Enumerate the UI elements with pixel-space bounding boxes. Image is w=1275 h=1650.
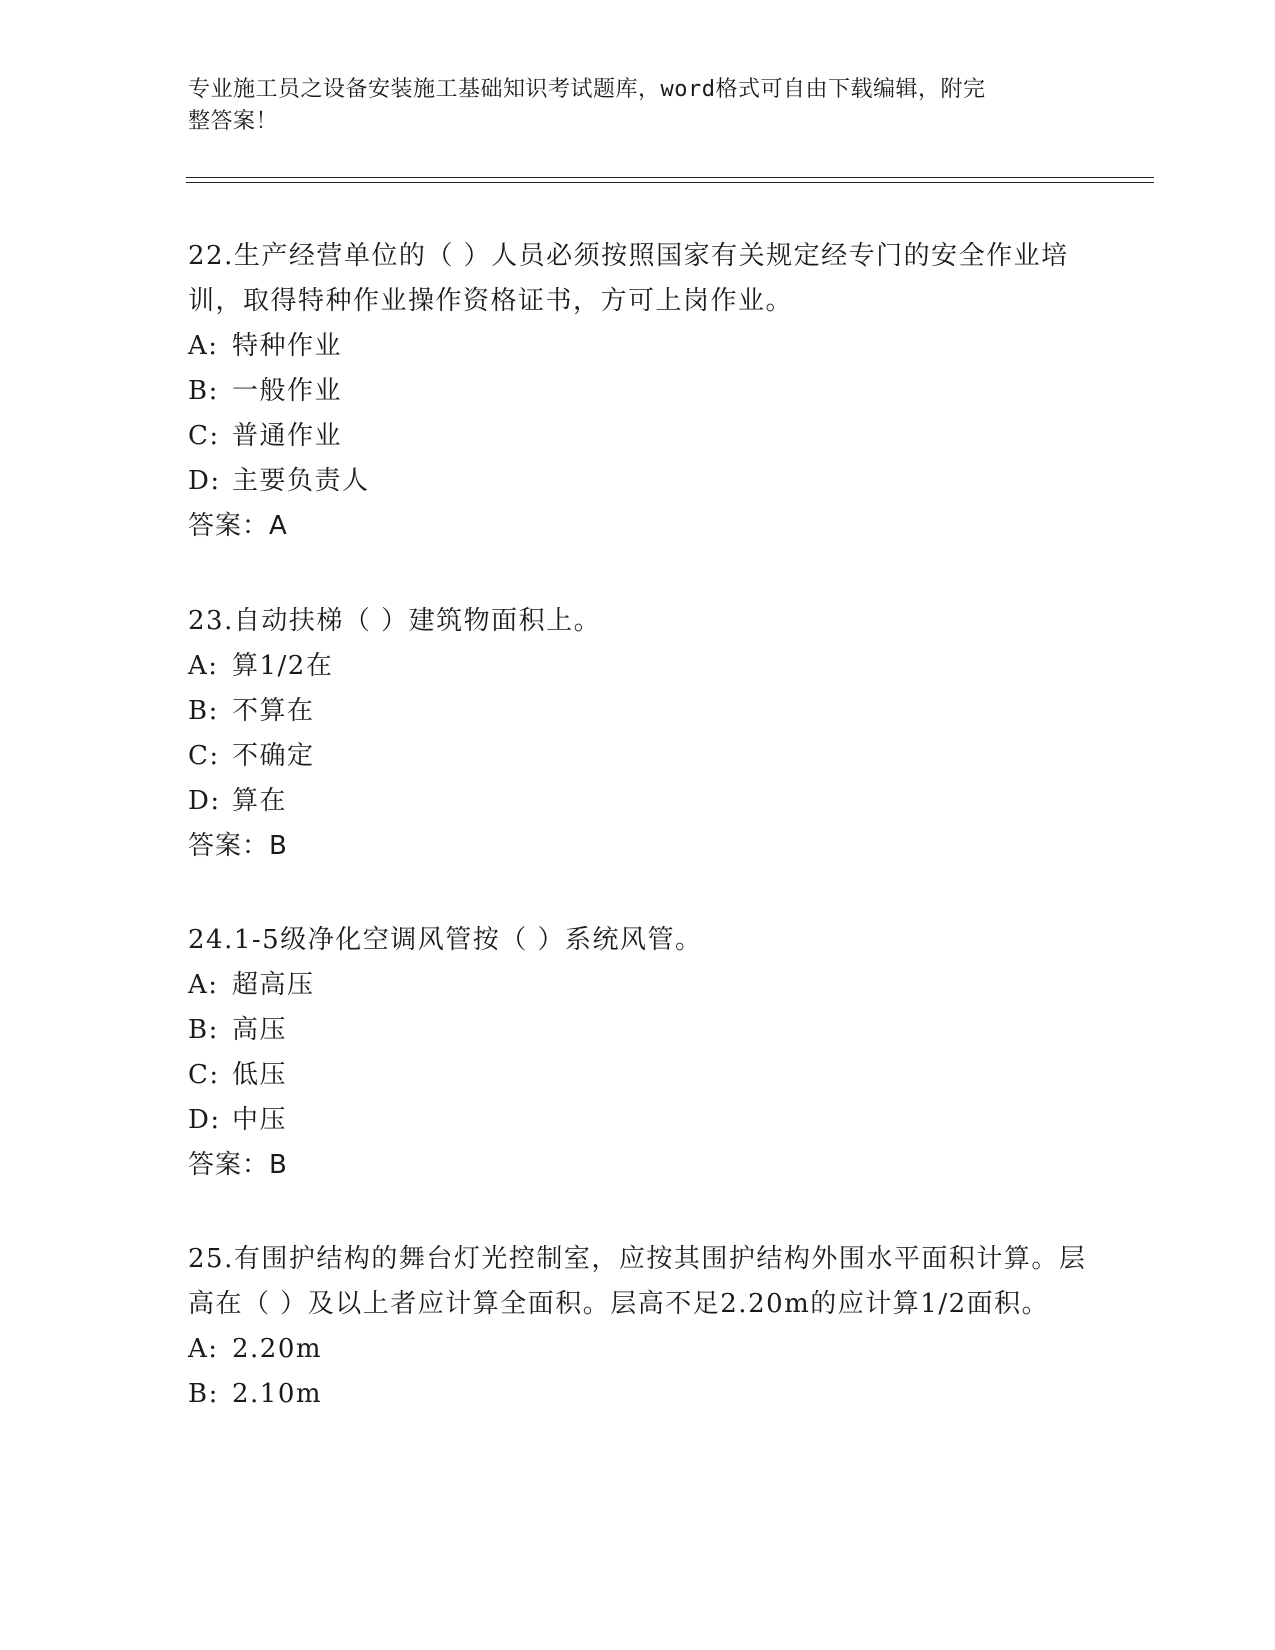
option-text: 主要负责人 — [232, 466, 370, 496]
option-text: 算在 — [232, 786, 288, 816]
option-b — [188, 1372, 1088, 1417]
option-key: A: — [188, 331, 219, 361]
option-a — [188, 963, 1088, 1008]
option-d — [188, 779, 1088, 824]
option-d — [188, 459, 1088, 504]
option-key: A: — [188, 1334, 219, 1364]
header-divider-top — [186, 177, 1154, 178]
option-text: 算1/2在 — [232, 651, 334, 681]
question-22 — [188, 234, 1088, 549]
option-a — [188, 324, 1088, 369]
header-line-1: 专业施工员之设备安装施工基础知识考试题库，word格式可自由下载编辑，附完 — [188, 77, 986, 102]
question-stem: 22.生产经营单位的（ ）人员必须按照国家有关规定经专门的安全作业培训，取得特种作业操作资格证书，方可上岗作业。 — [188, 241, 1069, 316]
question-24 — [188, 918, 1088, 1188]
option-key: C: — [188, 1060, 220, 1090]
option-text: 普通作业 — [232, 421, 343, 451]
option-text: 2.10m — [232, 1379, 323, 1409]
option-b — [188, 689, 1088, 734]
question-stem: 24.1-5级净化空调风管按（ ）系统风管。 — [188, 925, 703, 955]
option-text: 2.20m — [232, 1334, 323, 1364]
option-key: A: — [188, 970, 219, 1000]
option-c — [188, 1053, 1088, 1098]
header-line-2: 整答案！ — [188, 109, 279, 134]
option-key: B: — [188, 1015, 219, 1045]
question-stem: 23.自动扶梯（ ）建筑物面积上。 — [188, 606, 602, 636]
option-text: 特种作业 — [232, 331, 343, 361]
option-key: A: — [188, 651, 219, 681]
option-key: D: — [188, 1105, 221, 1135]
option-text: 超高压 — [232, 970, 315, 1000]
option-text: 高压 — [232, 1015, 288, 1045]
option-text: 中压 — [232, 1105, 288, 1135]
answer-line: 答案：B — [188, 831, 288, 861]
option-key: D: — [188, 466, 221, 496]
option-key: B: — [188, 376, 219, 406]
option-b — [188, 1008, 1088, 1053]
answer-line: 答案：A — [188, 511, 288, 541]
option-key: D: — [188, 786, 221, 816]
question-stem: 25.有围护结构的舞台灯光控制室，应按其围护结构外围水平面积计算。层高在（ ）及以上者应计算全面积。层高不足2.20m的应计算1/2面积。 — [188, 1244, 1087, 1319]
option-c — [188, 734, 1088, 779]
option-text: 一般作业 — [232, 376, 343, 406]
option-a — [188, 644, 1088, 689]
answer-line: 答案：B — [188, 1150, 288, 1180]
question-25 — [188, 1237, 1088, 1417]
header-divider-bottom — [186, 182, 1154, 183]
option-key: B: — [188, 1379, 219, 1409]
option-b — [188, 369, 1088, 414]
option-text: 不确定 — [232, 741, 315, 771]
option-key: C: — [188, 741, 220, 771]
question-23 — [188, 599, 1088, 869]
option-key: B: — [188, 696, 219, 726]
option-a — [188, 1327, 1088, 1372]
option-text: 低压 — [232, 1060, 288, 1090]
option-text: 不算在 — [232, 696, 315, 726]
option-key: C: — [188, 421, 220, 451]
option-d — [188, 1098, 1088, 1143]
document-header — [188, 74, 1088, 138]
option-c — [188, 414, 1088, 459]
